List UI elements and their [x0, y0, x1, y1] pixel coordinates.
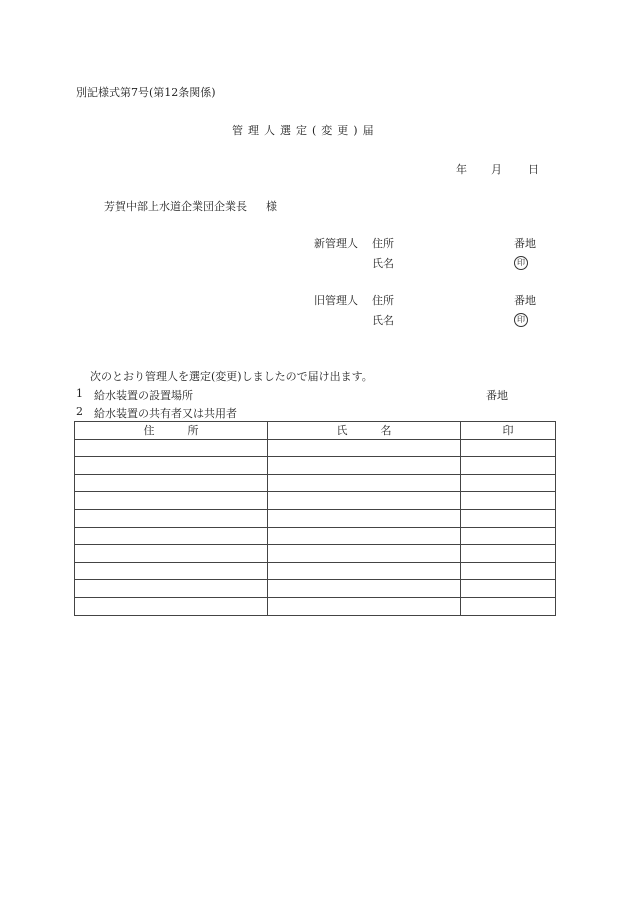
address-cell[interactable]	[75, 597, 268, 615]
new-manager-address-suffix: 番地	[514, 237, 536, 250]
item1-number: 1	[76, 387, 83, 400]
co-owner-table	[74, 421, 556, 616]
new-manager-label: 新管理人	[314, 237, 358, 250]
name-cell[interactable]	[268, 439, 461, 457]
seal-icon: 印	[514, 256, 528, 270]
table-row	[75, 457, 556, 475]
statement: 次のとおり管理人を選定(変更)しましたので届け出ます。	[90, 370, 373, 383]
name-cell[interactable]	[268, 545, 461, 563]
item1-suffix: 番地	[486, 389, 508, 402]
item2-text: 給水装置の共有者又は共用者	[94, 407, 237, 420]
addressee: 芳賀中部上水道企業団企業長	[104, 200, 247, 213]
seal-cell[interactable]	[461, 562, 556, 580]
seal-cell[interactable]	[461, 457, 556, 475]
table-row	[75, 545, 556, 563]
name-cell[interactable]	[268, 492, 461, 510]
seal-cell[interactable]	[461, 580, 556, 598]
address-cell[interactable]	[75, 562, 268, 580]
name-cell[interactable]	[268, 457, 461, 475]
item2-number: 2	[76, 405, 83, 418]
address-cell[interactable]	[75, 527, 268, 545]
table-row	[75, 597, 556, 615]
address-cell[interactable]	[75, 492, 268, 510]
name-cell[interactable]	[268, 580, 461, 598]
new-manager-address-label: 住所	[372, 237, 394, 250]
name-cell[interactable]	[268, 527, 461, 545]
address-cell[interactable]	[75, 439, 268, 457]
seal-cell[interactable]	[461, 509, 556, 527]
date-day-label: 日	[528, 163, 539, 176]
address-cell[interactable]	[75, 474, 268, 492]
header-name: 氏 名	[268, 422, 461, 440]
old-manager-name-label: 氏名	[372, 314, 394, 327]
header-seal: 印	[461, 422, 556, 440]
seal-cell[interactable]	[461, 439, 556, 457]
header-address: 住 所	[75, 422, 268, 440]
old-manager-label: 旧管理人	[314, 294, 358, 307]
table-row	[75, 580, 556, 598]
old-manager-seal	[514, 312, 528, 327]
table-row	[75, 474, 556, 492]
item1-text: 給水装置の設置場所	[94, 389, 193, 402]
address-cell[interactable]	[75, 509, 268, 527]
table-row	[75, 527, 556, 545]
form-title: 管理人選定(変更)届	[232, 124, 379, 137]
table-row	[75, 492, 556, 510]
form-reference: 別記様式第7号(第12条関係)	[76, 86, 216, 99]
seal-cell[interactable]	[461, 474, 556, 492]
table-row	[75, 509, 556, 527]
old-manager-address-label: 住所	[372, 294, 394, 307]
table-row	[75, 562, 556, 580]
table-row	[75, 439, 556, 457]
address-cell[interactable]	[75, 580, 268, 598]
seal-icon: 印	[514, 313, 528, 327]
address-cell[interactable]	[75, 457, 268, 475]
name-cell[interactable]	[268, 562, 461, 580]
seal-cell[interactable]	[461, 492, 556, 510]
seal-cell[interactable]	[461, 527, 556, 545]
new-manager-name-label: 氏名	[372, 257, 394, 270]
table-header-row	[75, 422, 556, 440]
name-cell[interactable]	[268, 474, 461, 492]
seal-cell[interactable]	[461, 545, 556, 563]
old-manager-address-suffix: 番地	[514, 294, 536, 307]
date-month-label: 月	[491, 163, 502, 176]
name-cell[interactable]	[268, 597, 461, 615]
honorific: 様	[266, 200, 277, 213]
address-cell[interactable]	[75, 545, 268, 563]
new-manager-seal	[514, 255, 528, 270]
name-cell[interactable]	[268, 509, 461, 527]
date-year-label: 年	[456, 163, 467, 176]
seal-cell[interactable]	[461, 597, 556, 615]
